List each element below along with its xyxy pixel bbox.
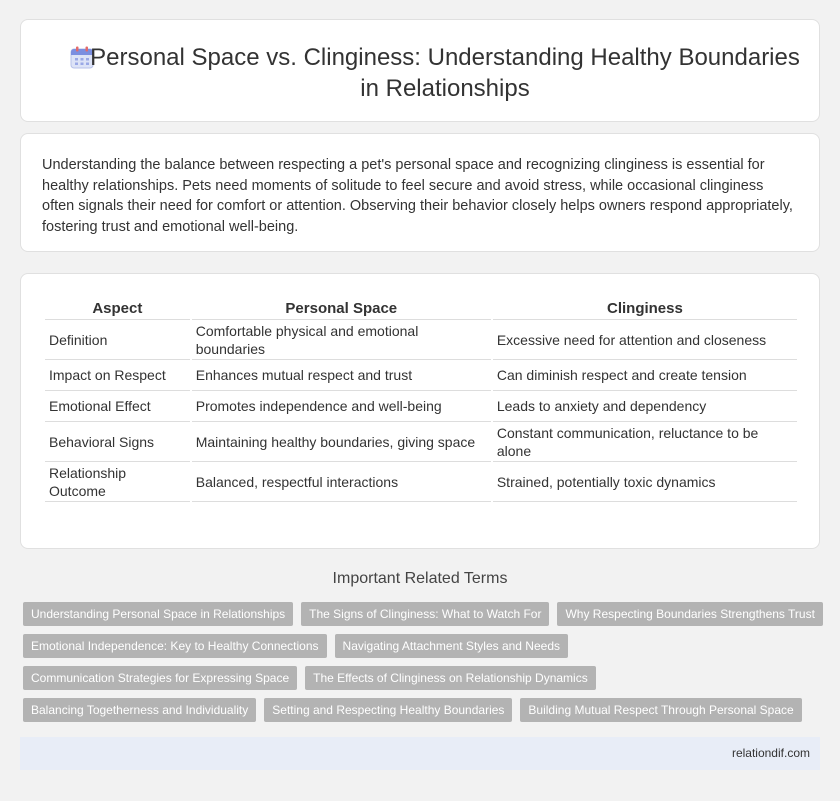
table-header-row [45,295,797,320]
table-row [45,391,797,422]
related-term-tag[interactable]: Emotional Independence: Key to Healthy Connections [23,634,327,658]
table-cell: Strained, potentially toxic dynamics [493,462,797,502]
comparison-table-card [20,273,820,549]
comparison-table [43,295,799,502]
table-cell: Enhances mutual respect and trust [192,360,491,391]
intro-paragraph: Understanding the balance between respecting a pet's personal space and recognizing clinginess is essential for healthy relationships. Pets need moments of solitude to feel secure and avoid stress, while occasional clinginess often signals their need for comfort or attention. Observing their behavior closely helps owners respond appropriately, fostering trust and emotional well-being. [42,157,793,235]
table-cell: Promotes independence and well-being [192,391,491,422]
related-term-tag[interactable]: Understanding Personal Space in Relationships [23,602,293,626]
tag-row [23,666,823,690]
header-card [20,19,820,122]
table-cell: Comfortable physical and emotional boundaries [192,320,491,360]
table-cell: Relationship Outcome [45,462,190,502]
table-cell: Emotional Effect [45,391,190,422]
related-term-tag[interactable]: Why Respecting Boundaries Strengthens Trust [557,602,822,626]
table-cell: Maintaining healthy boundaries, giving space [192,422,491,462]
column-header: Personal Space [192,295,491,320]
table-cell: Behavioral Signs [45,422,190,462]
related-terms-list [23,602,823,730]
related-term-tag[interactable]: The Effects of Clinginess on Relationship Dynamics [305,666,596,690]
intro-card [20,133,820,252]
table-cell: Definition [45,320,190,360]
tag-row [23,698,823,722]
table-cell: Leads to anxiety and dependency [493,391,797,422]
footer [20,737,820,770]
table-row [45,422,797,462]
column-header: Clinginess [493,295,797,320]
related-terms-heading: Important Related Terms [332,570,508,587]
related-term-tag[interactable]: Setting and Respecting Healthy Boundaries [264,698,512,722]
related-term-tag[interactable]: Balancing Togetherness and Individuality [23,698,256,722]
table-cell: Constant communication, reluctance to be alone [493,422,797,462]
column-header: Aspect [45,295,190,320]
related-term-tag[interactable]: Building Mutual Respect Through Personal Space [520,698,801,722]
table-cell: Balanced, respectful interactions [192,462,491,502]
related-term-tag[interactable]: Communication Strategies for Expressing Space [23,666,297,690]
table-cell: Excessive need for attention and closeness [493,320,797,360]
tag-row [23,602,823,626]
footer-site-link[interactable]: relationdif.com [731,746,810,760]
table-row [45,320,797,360]
related-term-tag[interactable]: Navigating Attachment Styles and Needs [335,634,568,658]
tag-row [23,634,823,658]
table-cell: Can diminish respect and create tension [493,360,797,391]
table-cell: Impact on Respect [45,360,190,391]
table-row [45,462,797,502]
table-row [45,360,797,391]
related-term-tag[interactable]: The Signs of Clinginess: What to Watch For [301,602,549,626]
page-title: Personal Space vs. Clinginess: Understanding Healthy Boundaries in Relationships [90,44,800,102]
